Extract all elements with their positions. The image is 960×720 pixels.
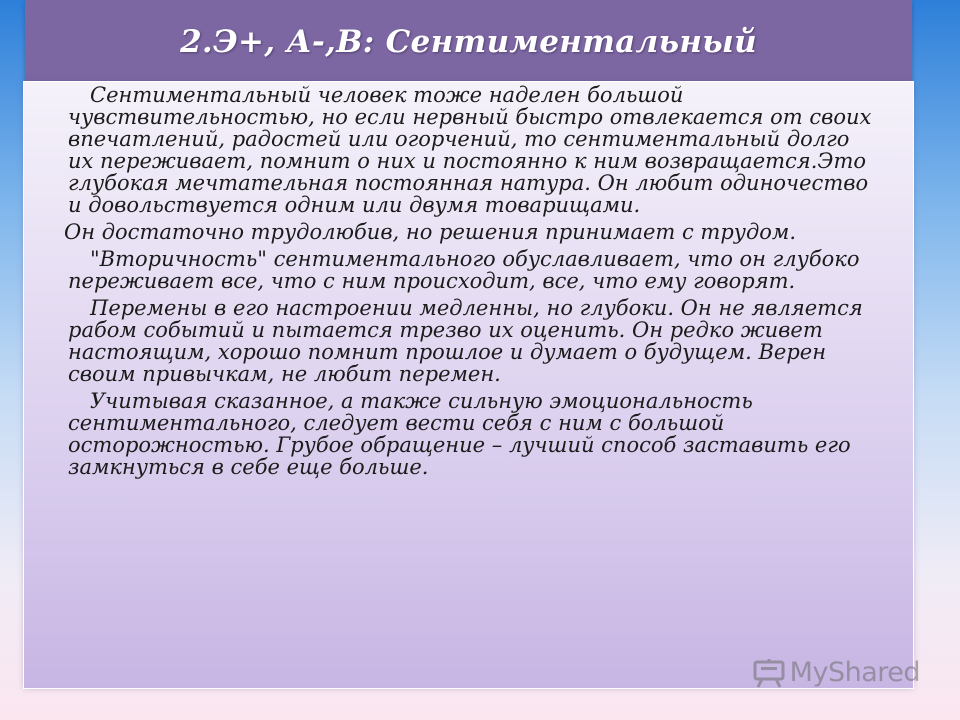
watermark-text: MyShared <box>789 657 920 688</box>
paragraph-1: Сентиментальный человек тоже наделен большой чувствительностью, но если нервный быстро отвлекается от своих впечатлений, радостей или огорчений, то сентиментальный долго их переживает, помнит о них и постоянно к ним возвращается.Это глубокая мечтательная постоянная натура. Он любит одиночество и довольствуется одним или двумя товарищами. <box>68 83 872 217</box>
paragraph-3: "Вторичность" сентиментального обуславливает, что он глубоко переживает все, что с ним происходит, все, что ему говорят. <box>68 247 860 293</box>
slide-title: 2.Э+, А-,В: Сентиментальный <box>180 24 757 60</box>
presentation-board-icon <box>752 658 786 688</box>
watermark <box>752 657 920 688</box>
paragraph-2: Он достаточно трудолюбив, но решения принимает с трудом. <box>64 220 796 244</box>
paragraph-5: Учитывая сказанное, а также сильную эмоциональность сентиментального, следует вести себя с ним с большой осторожностью. Грубое обращение – лучший способ заставить его замкнуться в себе еще больше. <box>68 389 851 479</box>
paragraph-4: Перемены в его настроении медленны, но глубоки. Он не является рабом событий и пытается трезво их оценить. Он редко живет настоящим, хорошо помнит прошлое и думает о будущем. Верен своим привычкам, не любит перемен. <box>68 296 863 386</box>
content-box <box>24 82 913 688</box>
